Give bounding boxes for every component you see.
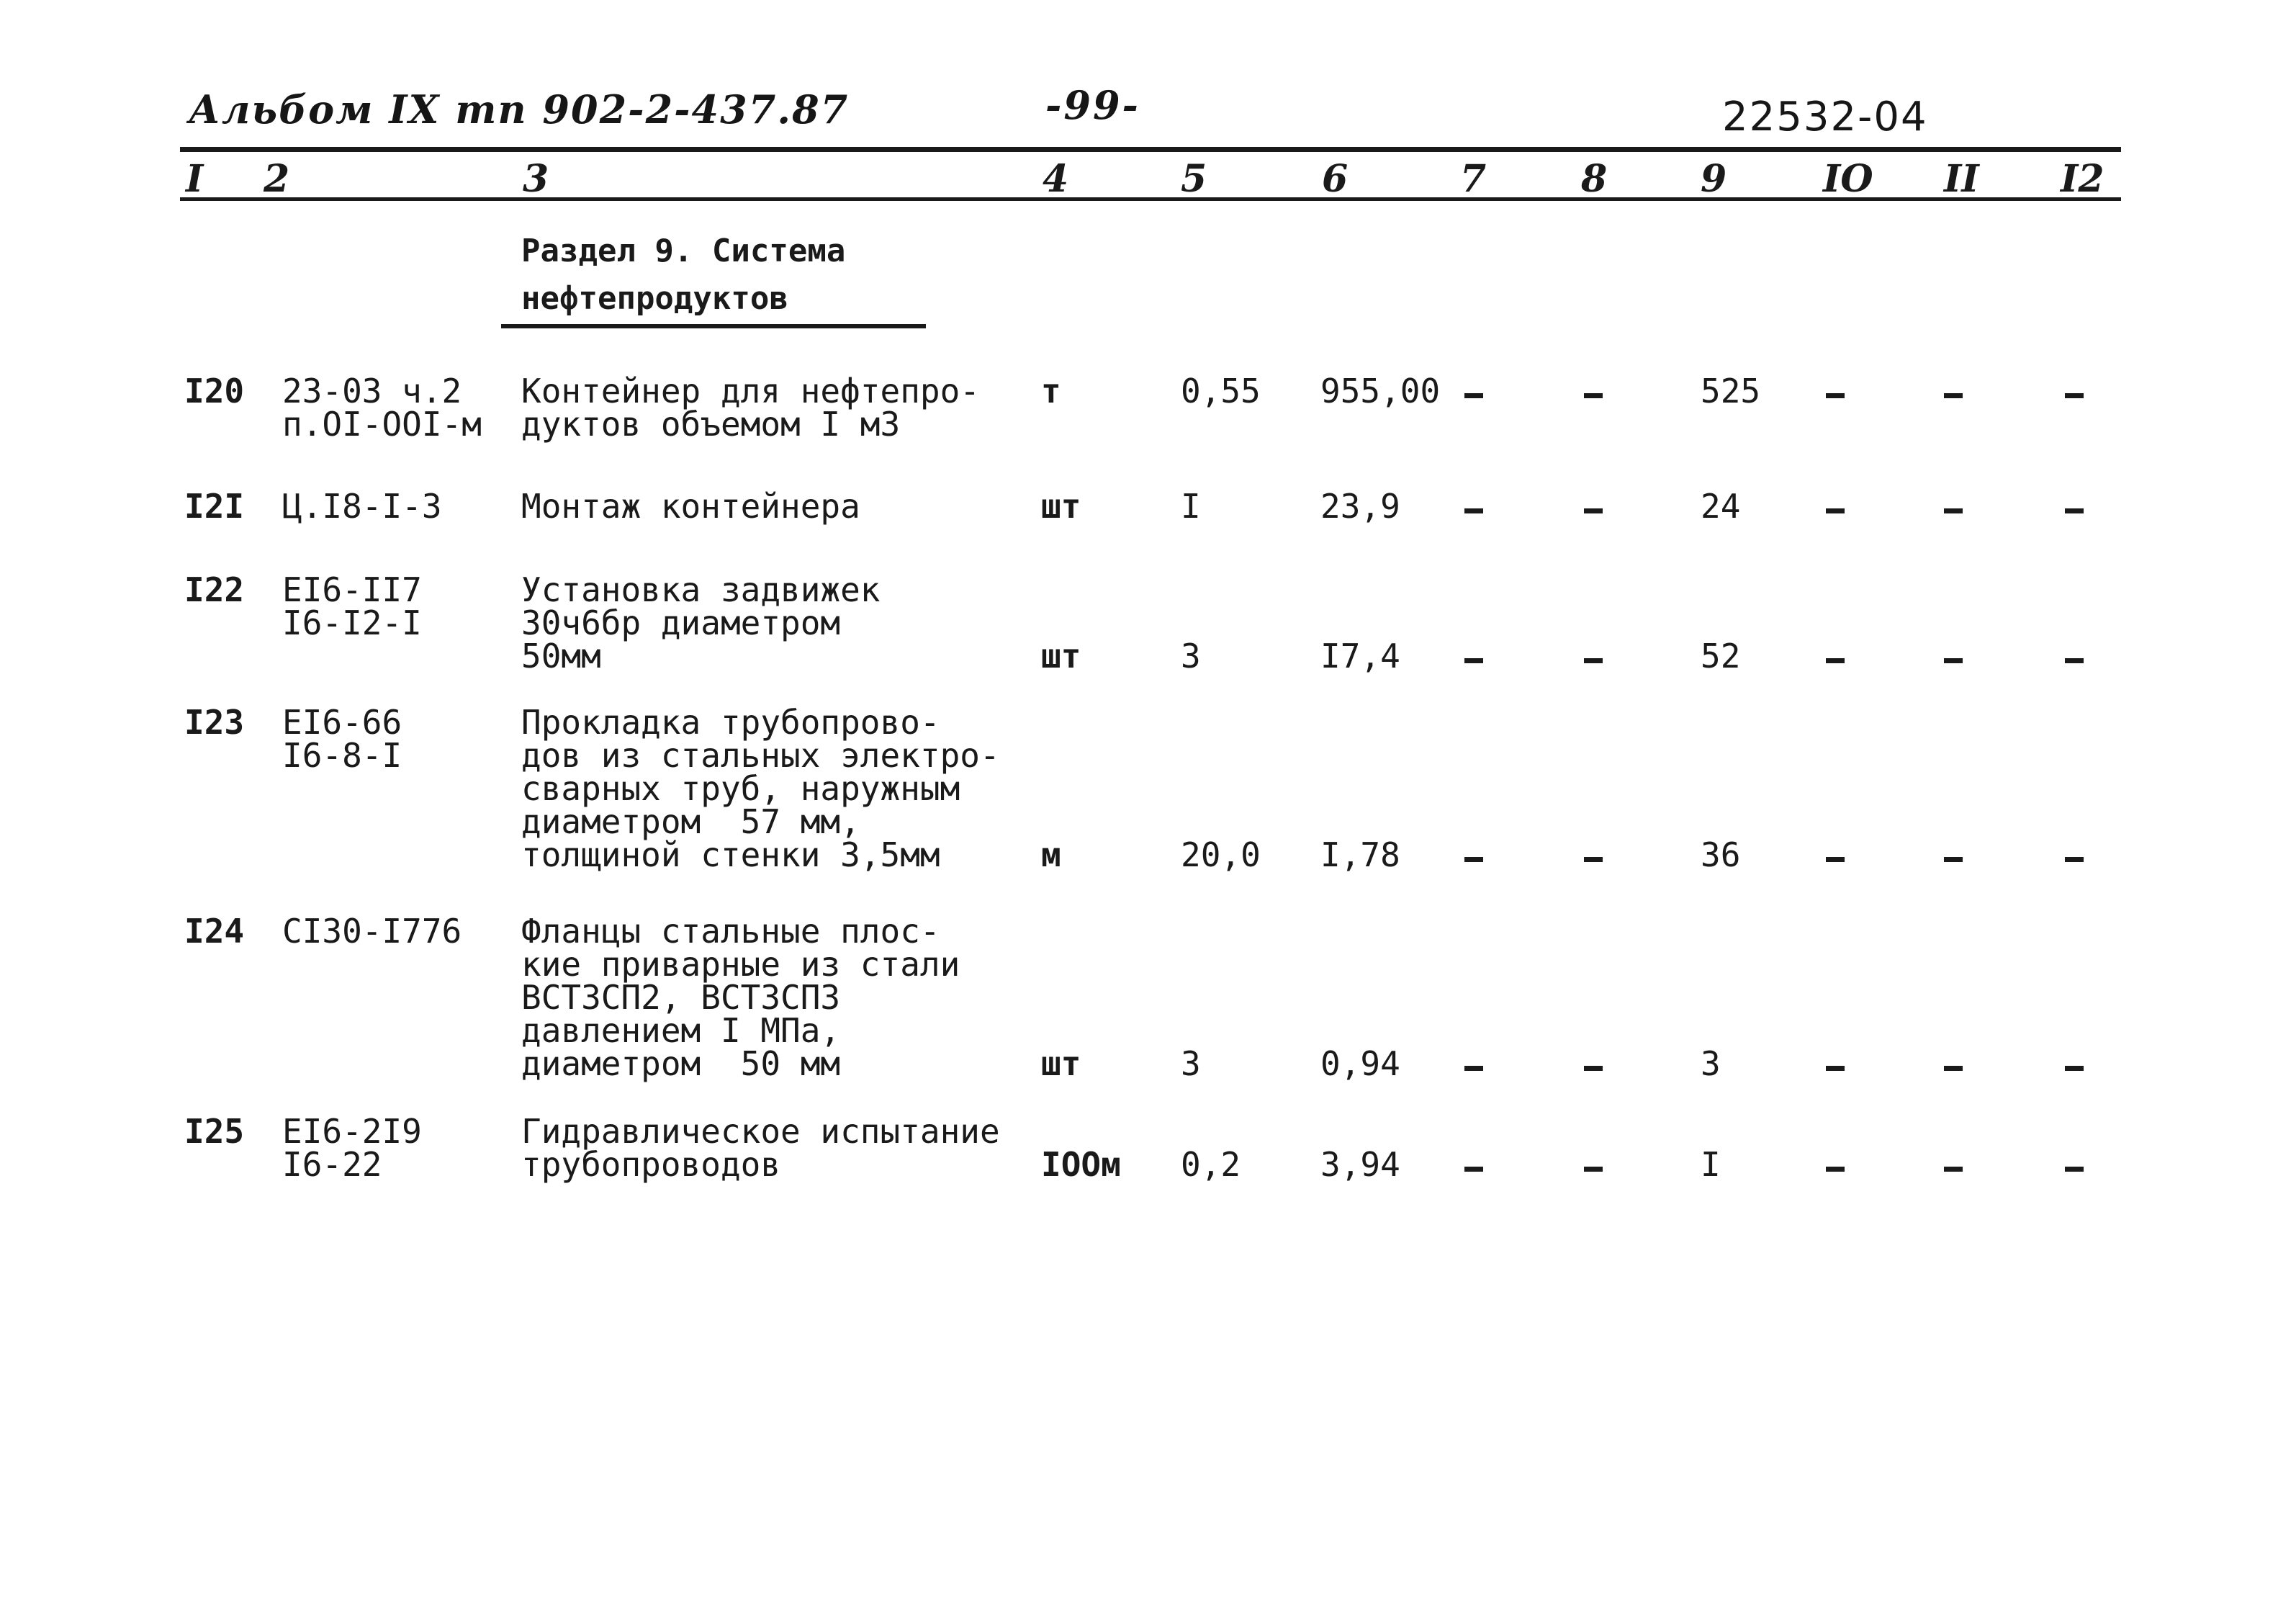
quantity: 3	[1181, 1044, 1201, 1083]
norm-code: Ц.I8-I-3	[282, 487, 442, 526]
empty-cell-dash	[1464, 1066, 1483, 1071]
empty-cell-dash	[2065, 508, 2084, 513]
empty-cell-dash	[1826, 1167, 1845, 1172]
norm-code: EI6-66 I6-8-I	[282, 703, 402, 775]
column-number: 3	[523, 157, 549, 201]
column-number: 5	[1181, 157, 1207, 201]
unit: IOOм	[1041, 1145, 1121, 1184]
empty-cell-dash	[2065, 1167, 2084, 1172]
unit: м	[1041, 835, 1061, 874]
empty-cell-dash	[1944, 1066, 1963, 1071]
row-number: I23	[184, 703, 245, 742]
row-number: I22	[184, 570, 245, 609]
empty-cell-dash	[1944, 658, 1963, 663]
empty-cell-dash	[2065, 658, 2084, 663]
empty-cell-dash	[1584, 658, 1603, 663]
work-description: Прокладка трубопрово- дов из стальных электро- сварных труб, наружным диаметром 57 мм, толщиной стенки 3,5мм	[521, 703, 1000, 874]
quantity: I	[1181, 487, 1201, 526]
unit-price: I,78	[1320, 835, 1400, 874]
quantity: 20,0	[1181, 835, 1261, 874]
empty-cell-dash	[1944, 393, 1963, 398]
empty-cell-dash	[1584, 857, 1603, 862]
empty-cell-dash	[1584, 508, 1603, 513]
empty-cell-dash	[1464, 508, 1483, 513]
row-number: I24	[184, 912, 245, 951]
empty-cell-dash	[1464, 658, 1483, 663]
norm-code: EI6-2I9 I6-22	[282, 1112, 422, 1184]
row-number: I25	[184, 1112, 245, 1151]
unit-price: 955,00	[1320, 372, 1441, 410]
total-cost: 52	[1701, 637, 1741, 675]
work-description: Гидравлическое испытание трубопроводов	[521, 1112, 1000, 1184]
unit: шт	[1041, 637, 1081, 675]
total-cost: I	[1701, 1145, 1721, 1184]
empty-cell-dash	[1464, 857, 1483, 862]
empty-cell-dash	[2065, 393, 2084, 398]
section-title: Раздел 9. Система нефтепродуктов	[521, 233, 846, 317]
unit-price: I7,4	[1320, 637, 1400, 675]
empty-cell-dash	[2065, 1066, 2084, 1071]
work-description: Монтаж контейнера	[521, 487, 860, 526]
unit: шт	[1041, 487, 1081, 526]
column-number: I2	[2061, 157, 2104, 201]
column-number: IO	[1823, 157, 1873, 201]
empty-cell-dash	[1584, 1066, 1603, 1071]
empty-cell-dash	[1944, 1167, 1963, 1172]
work-description: Контейнер для нефтепро- дуктов объемом I м3	[521, 372, 980, 444]
empty-cell-dash	[1826, 508, 1845, 513]
row-number: I2I	[184, 487, 245, 526]
total-cost: 24	[1701, 487, 1741, 526]
empty-cell-dash	[1584, 1167, 1603, 1172]
empty-cell-dash	[1944, 508, 1963, 513]
column-number: 7	[1460, 157, 1487, 201]
empty-cell-dash	[1826, 658, 1845, 663]
page-number: -99-	[1045, 82, 1140, 128]
unit: т	[1041, 372, 1061, 410]
empty-cell-dash	[1826, 857, 1845, 862]
empty-cell-dash	[1826, 1066, 1845, 1071]
norm-code: 23-03 ч.2 п.OI-OOI-м	[282, 372, 482, 444]
column-number: 4	[1043, 157, 1069, 201]
unit-price: 0,94	[1320, 1044, 1400, 1083]
unit-price: 3,94	[1320, 1145, 1400, 1184]
empty-cell-dash	[1944, 857, 1963, 862]
norm-code: EI6-II7 I6-I2-I	[282, 570, 422, 642]
header-rule-top	[180, 147, 2121, 152]
quantity: 0,2	[1181, 1145, 1241, 1184]
total-cost: 525	[1701, 372, 1761, 410]
column-number: II	[1944, 157, 1979, 201]
empty-cell-dash	[1464, 1167, 1483, 1172]
column-number: 2	[264, 157, 290, 201]
section-title-underline	[501, 324, 926, 328]
norm-code: CI30-I776	[282, 912, 462, 951]
empty-cell-dash	[1584, 393, 1603, 398]
total-cost: 36	[1701, 835, 1741, 874]
column-number: 8	[1581, 157, 1608, 201]
total-cost: 3	[1701, 1044, 1721, 1083]
column-number: 6	[1322, 157, 1349, 201]
quantity: 3	[1181, 637, 1201, 675]
empty-cell-dash	[1826, 393, 1845, 398]
document-code: 22532-04	[1722, 94, 1928, 140]
empty-cell-dash	[2065, 857, 2084, 862]
row-number: I20	[184, 372, 245, 410]
work-description: Фланцы стальные плос- кие приварные из стали ВСТ3СП2, ВСТ3СП3 давлением I МПа, диаметром 50 мм	[521, 912, 960, 1083]
unit: шт	[1041, 1044, 1081, 1083]
unit-price: 23,9	[1320, 487, 1400, 526]
empty-cell-dash	[1464, 393, 1483, 398]
column-number: 9	[1701, 157, 1727, 201]
work-description: Установка задвижек 30ч6бр диаметром 50мм	[521, 570, 881, 675]
quantity: 0,55	[1181, 372, 1261, 410]
column-number: I	[186, 157, 204, 201]
album-reference: Альбом IX тп 902-2-437.87	[189, 86, 850, 133]
